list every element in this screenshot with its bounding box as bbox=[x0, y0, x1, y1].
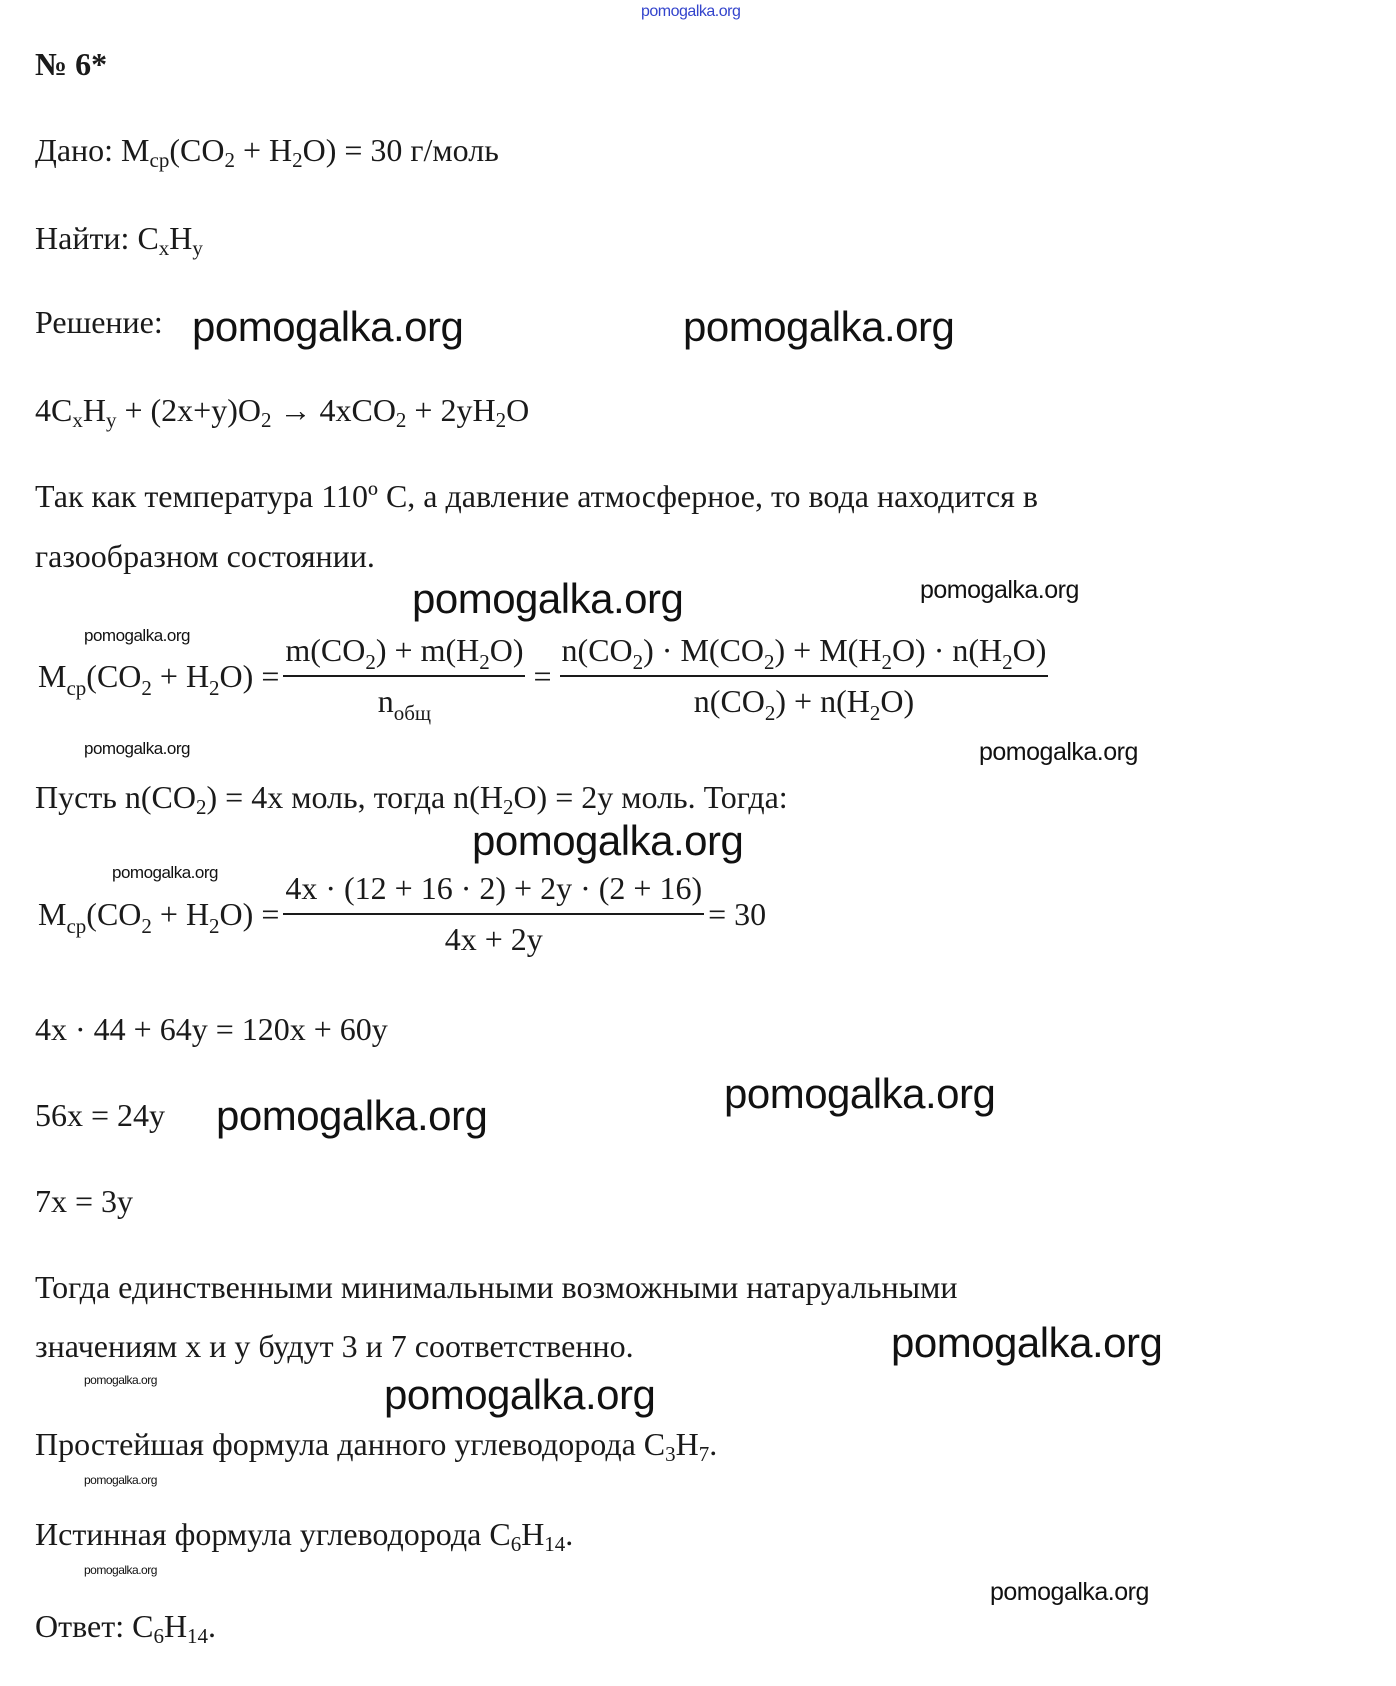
denominator bbox=[445, 915, 543, 958]
text-segment: Пусть n(CO bbox=[35, 779, 196, 815]
text-segment: 56x = 24y bbox=[35, 1097, 166, 1133]
step-line bbox=[35, 1013, 388, 1045]
text-segment: + H bbox=[234, 132, 293, 168]
text-segment: . bbox=[208, 1608, 217, 1644]
text-segment: O bbox=[506, 392, 530, 428]
numerator bbox=[283, 632, 525, 675]
subscript: 2 bbox=[495, 408, 507, 432]
watermark: pomogalka.org bbox=[112, 863, 218, 882]
text-line bbox=[35, 1271, 958, 1303]
subscript: 2 bbox=[395, 408, 407, 432]
text-line bbox=[35, 540, 375, 572]
text-segment: n(CO bbox=[693, 683, 765, 719]
text-segment: = 30 bbox=[708, 895, 767, 932]
text-segment: H bbox=[521, 1516, 545, 1552]
watermark: pomogalka.org bbox=[891, 1319, 1163, 1366]
subscript: общ bbox=[393, 701, 432, 725]
numerator bbox=[560, 632, 1049, 675]
text-segment: 4C bbox=[35, 392, 73, 428]
text-segment: + (2x+y)O bbox=[116, 392, 261, 428]
text-segment: O) = bbox=[219, 895, 280, 932]
given-line bbox=[35, 132, 499, 172]
text-segment: . bbox=[565, 1516, 574, 1552]
fraction bbox=[283, 870, 704, 958]
subscript: x bbox=[72, 408, 83, 432]
text-segment: ) + M(H bbox=[774, 632, 882, 668]
text-segment: O) = bbox=[219, 657, 280, 694]
text-line bbox=[35, 480, 1038, 512]
text-segment: . bbox=[709, 1426, 718, 1462]
step-line bbox=[35, 1185, 133, 1217]
subscript: 2 bbox=[141, 913, 152, 938]
text-segment: ) · M(CO bbox=[643, 632, 765, 668]
subscript: y bbox=[192, 236, 203, 260]
subscript: 2 bbox=[209, 913, 220, 938]
text-segment: + H bbox=[151, 657, 210, 694]
subscript: 2 bbox=[881, 650, 892, 674]
text-segment: № 6* bbox=[35, 46, 108, 82]
fraction-mass-over-moles bbox=[283, 632, 525, 725]
watermark: pomogalka.org bbox=[990, 1578, 1149, 1606]
text-segment: Найти: C bbox=[35, 220, 159, 256]
watermark: pomogalka.org bbox=[84, 1373, 157, 1387]
equals-sign bbox=[533, 658, 551, 695]
text-segment: Дано: M bbox=[35, 132, 150, 168]
subscript: 6 bbox=[510, 1532, 522, 1556]
subscript: 2 bbox=[764, 701, 776, 725]
text-segment: n bbox=[377, 683, 394, 719]
subscript: 2 bbox=[292, 148, 303, 172]
mean-molar-mass-formula bbox=[38, 632, 1052, 725]
text-segment: Простейшая формула данного углеводорода C bbox=[35, 1426, 666, 1462]
text-segment: m(CO bbox=[285, 632, 366, 668]
step-line bbox=[35, 1099, 165, 1131]
subscript: 2 bbox=[479, 650, 490, 674]
subscript: 2 bbox=[196, 795, 207, 819]
text-segment: Ответ: C bbox=[35, 1608, 154, 1644]
reaction-equation bbox=[35, 392, 530, 432]
text-segment: O) = 2y моль. Тогда: bbox=[513, 779, 788, 815]
text-segment: ) = 4x моль, тогда n(H bbox=[206, 779, 503, 815]
solution-label bbox=[35, 306, 163, 338]
watermark: pomogalka.org bbox=[84, 626, 190, 645]
subscript: 2 bbox=[209, 675, 220, 700]
subscript: x bbox=[158, 236, 170, 260]
problem-number bbox=[35, 48, 107, 80]
subscript: ср bbox=[66, 675, 87, 700]
watermark: pomogalka.org bbox=[384, 1371, 656, 1418]
watermark: pomogalka.org bbox=[412, 575, 684, 622]
watermark: pomogalka.org bbox=[724, 1070, 996, 1117]
text-segment: (CO bbox=[169, 132, 225, 168]
text-segment: H bbox=[169, 220, 193, 256]
text-line bbox=[35, 779, 788, 819]
text-segment: O) · n(H bbox=[891, 632, 1003, 668]
find-line bbox=[35, 220, 203, 260]
text-segment: Решение: bbox=[35, 304, 163, 340]
watermark: pomogalka.org bbox=[192, 303, 464, 350]
text-segment: = bbox=[533, 657, 552, 694]
formula-rhs bbox=[708, 896, 766, 933]
text-segment: + 2yH bbox=[406, 392, 496, 428]
watermark: pomogalka.org bbox=[920, 576, 1079, 604]
text-segment: n(CO bbox=[561, 632, 633, 668]
denominator bbox=[377, 677, 432, 725]
subscript: ср bbox=[66, 913, 87, 938]
formula-lhs bbox=[38, 895, 280, 938]
subscript: 7 bbox=[698, 1442, 710, 1466]
text-segment: H bbox=[82, 392, 106, 428]
subscript: 2 bbox=[764, 650, 775, 674]
text-line bbox=[35, 1426, 718, 1466]
text-segment: Истинная формула углеводорода C bbox=[35, 1516, 511, 1552]
text-segment: Тогда единственными минимальными возможными натаруальными bbox=[35, 1269, 958, 1305]
text-line bbox=[35, 1516, 574, 1556]
text-segment: M bbox=[38, 657, 67, 694]
subscript: ср bbox=[149, 148, 170, 172]
watermark: pomogalka.org bbox=[979, 738, 1138, 766]
subscript: 2 bbox=[365, 650, 376, 674]
text-segment: + H bbox=[151, 895, 210, 932]
text-segment: O) bbox=[1012, 632, 1047, 668]
text-segment: O) bbox=[880, 683, 915, 719]
subscript: 2 bbox=[632, 650, 644, 674]
text-segment: (CO bbox=[86, 895, 142, 932]
subscript: 2 bbox=[141, 675, 152, 700]
denominator bbox=[693, 677, 915, 725]
text-segment: ) + n(H bbox=[775, 683, 870, 719]
text-segment: M bbox=[38, 895, 67, 932]
subscript: 14 bbox=[544, 1532, 566, 1556]
answer-line bbox=[35, 1608, 217, 1648]
subscript: 2 bbox=[260, 408, 272, 432]
text-segment: 4x · (12 + 16 · 2) + 2y · (2 + 16) bbox=[285, 870, 703, 906]
subscript: y bbox=[105, 408, 117, 432]
subscript: 6 bbox=[153, 1624, 164, 1648]
text-segment: 4x + 2y bbox=[444, 921, 543, 957]
watermark-top[interactable]: pomogalka.org bbox=[641, 3, 741, 20]
text-segment: ) + m(H bbox=[375, 632, 480, 668]
formula-lhs bbox=[38, 657, 280, 700]
text-segment: значениям x и y будут 3 и 7 соответственно. bbox=[35, 1328, 634, 1364]
watermark: pomogalka.org bbox=[683, 303, 955, 350]
watermark: pomogalka.org bbox=[84, 1563, 157, 1577]
watermark: pomogalka.org bbox=[216, 1092, 488, 1139]
text-segment: Так как температура 110º C, а давление атмосферное, то вода находится в bbox=[35, 478, 1038, 514]
text-segment: O) bbox=[489, 632, 524, 668]
fraction-expanded bbox=[560, 632, 1049, 725]
subscript: 2 bbox=[502, 795, 514, 819]
text-segment: (CO bbox=[86, 657, 142, 694]
text-segment: газообразном состоянии. bbox=[35, 538, 375, 574]
substituted-formula bbox=[38, 870, 766, 958]
text-segment: H bbox=[163, 1608, 188, 1644]
numerator bbox=[283, 870, 704, 913]
subscript: 2 bbox=[224, 148, 235, 172]
subscript: 2 bbox=[1002, 650, 1013, 674]
watermark: pomogalka.org bbox=[84, 739, 190, 758]
text-segment: 4x · 44 + 64y = 120x + 60y bbox=[35, 1011, 388, 1047]
watermark: pomogalka.org bbox=[84, 1473, 157, 1487]
text-segment: 7x = 3y bbox=[35, 1183, 134, 1219]
text-segment: → 4xCO bbox=[271, 392, 396, 428]
text-line bbox=[35, 1330, 634, 1362]
subscript: 2 bbox=[869, 701, 881, 725]
text-segment: O) = 30 г/моль bbox=[302, 132, 499, 168]
subscript: 3 bbox=[665, 1442, 676, 1466]
subscript: 14 bbox=[187, 1624, 209, 1648]
text-segment: H bbox=[675, 1426, 699, 1462]
watermark: pomogalka.org bbox=[472, 817, 744, 864]
